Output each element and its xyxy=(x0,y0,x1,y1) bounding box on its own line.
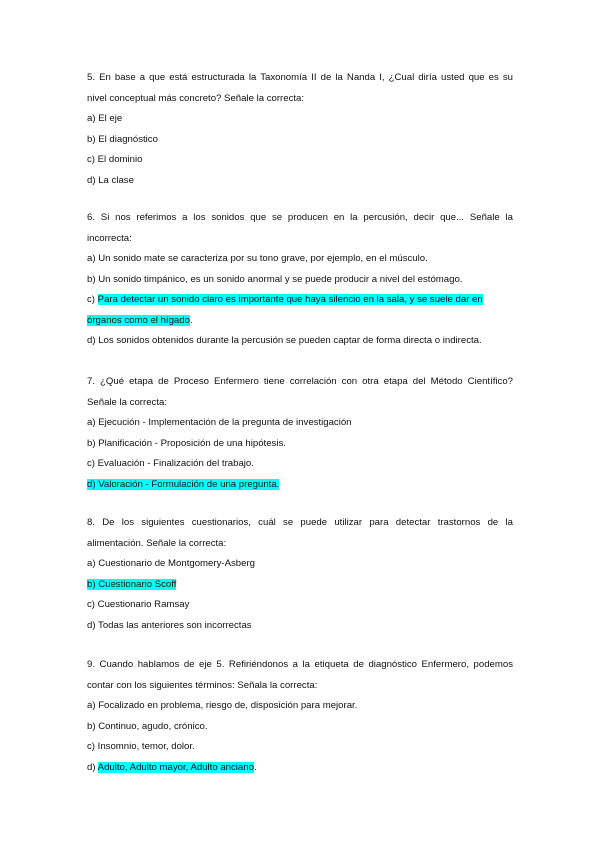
option-prefix: d) xyxy=(87,761,98,773)
option-d: d) Todas las anteriores son incorrectas xyxy=(87,619,252,631)
option-d xyxy=(87,758,513,779)
highlighted-answer: d) Valoración - Formulación de una pregunta. xyxy=(87,478,280,490)
question-stem-line: 8. De los siguientes cuestionarios, cuál se puede utilizar para detectar trastornos de la xyxy=(87,517,513,528)
question-stem-line: incorrecta: xyxy=(87,232,132,244)
option-b: b) Un sonido timpánico, es un sonido anormal y se puede producir a nivel del estómago. xyxy=(87,273,463,285)
option-a: a) Ejecución - Implementación de la pregunta de investigación xyxy=(87,417,352,428)
option-b: b) Continuo, agudo, crónico. xyxy=(87,720,208,732)
option-b: b) El diagnóstico xyxy=(87,133,158,145)
option-d xyxy=(87,475,513,496)
option-c-continued xyxy=(87,311,513,332)
option-c: c) El dominio xyxy=(87,154,143,165)
question-9 xyxy=(87,655,513,778)
option-c: c) Insomnio, temor, dolor. xyxy=(87,741,195,752)
option-b xyxy=(87,575,513,596)
question-5 xyxy=(87,68,513,191)
question-stem-line: nivel conceptual más concreto? Señale la correcta: xyxy=(87,92,305,104)
option-c: c) Evaluación - Finalización del trabajo. xyxy=(87,458,254,469)
question-7 xyxy=(87,372,513,495)
question-stem-line: 9. Cuando hablamos de eje 5. Refiriéndonos a la etiqueta de diagnóstico Enfermero, podemos xyxy=(87,659,513,670)
question-stem-line: alimentación. Señale la correcta: xyxy=(87,537,227,549)
option-b: b) Planificación - Proposición de una hipótesis. xyxy=(87,437,286,449)
highlighted-answer: b) Cuestionario Scoff xyxy=(87,578,177,590)
option-suffix: . xyxy=(253,761,257,773)
question-8 xyxy=(87,513,513,636)
option-c xyxy=(87,290,513,311)
highlighted-answer: Adulto, Adulto mayor, Adulto anciano xyxy=(97,761,254,773)
option-a: a) Cuestionario de Montgomery-Asberg xyxy=(87,558,255,569)
highlighted-answer: Para detectar un sonido claro es importante que haya silencio en la sala, y se suele dar en xyxy=(97,294,483,305)
question-stem-line: 5. En base a que está estructurada la Taxonomía II de la Nanda I, ¿Cual diría usted que es su xyxy=(87,72,513,83)
option-c: c) Cuestionario Ramsay xyxy=(87,599,190,610)
option-prefix: c) xyxy=(87,294,98,305)
question-6 xyxy=(87,208,513,352)
option-a: a) Focalizado en problema, riesgo de, disposición para mejorar. xyxy=(87,700,358,711)
option-suffix: . xyxy=(189,314,193,326)
question-stem-line: contar con los siguientes términos: Señala la correcta: xyxy=(87,679,318,691)
option-d: d) La clase xyxy=(87,174,134,186)
option-a: a) Un sonido mate se caracteriza por su tono grave, por ejemplo, en el músculo. xyxy=(87,253,428,264)
question-stem-line: 7. ¿Qué etapa de Proceso Enfermero tiene correlación con otra etapa del Método Científico? xyxy=(87,376,513,387)
option-d: d) Los sonidos obtenidos durante la percusión se pueden captar de forma directa o indirecta. xyxy=(87,335,482,346)
highlighted-answer: órganos como el hígado xyxy=(87,314,190,326)
option-a: a) El eje xyxy=(87,113,123,124)
question-stem-line: 6. Si nos referimos a los sonidos que se producen en la percusión, decir que... Señale la xyxy=(87,212,513,223)
question-stem-line: Señale la correcta: xyxy=(87,396,167,408)
